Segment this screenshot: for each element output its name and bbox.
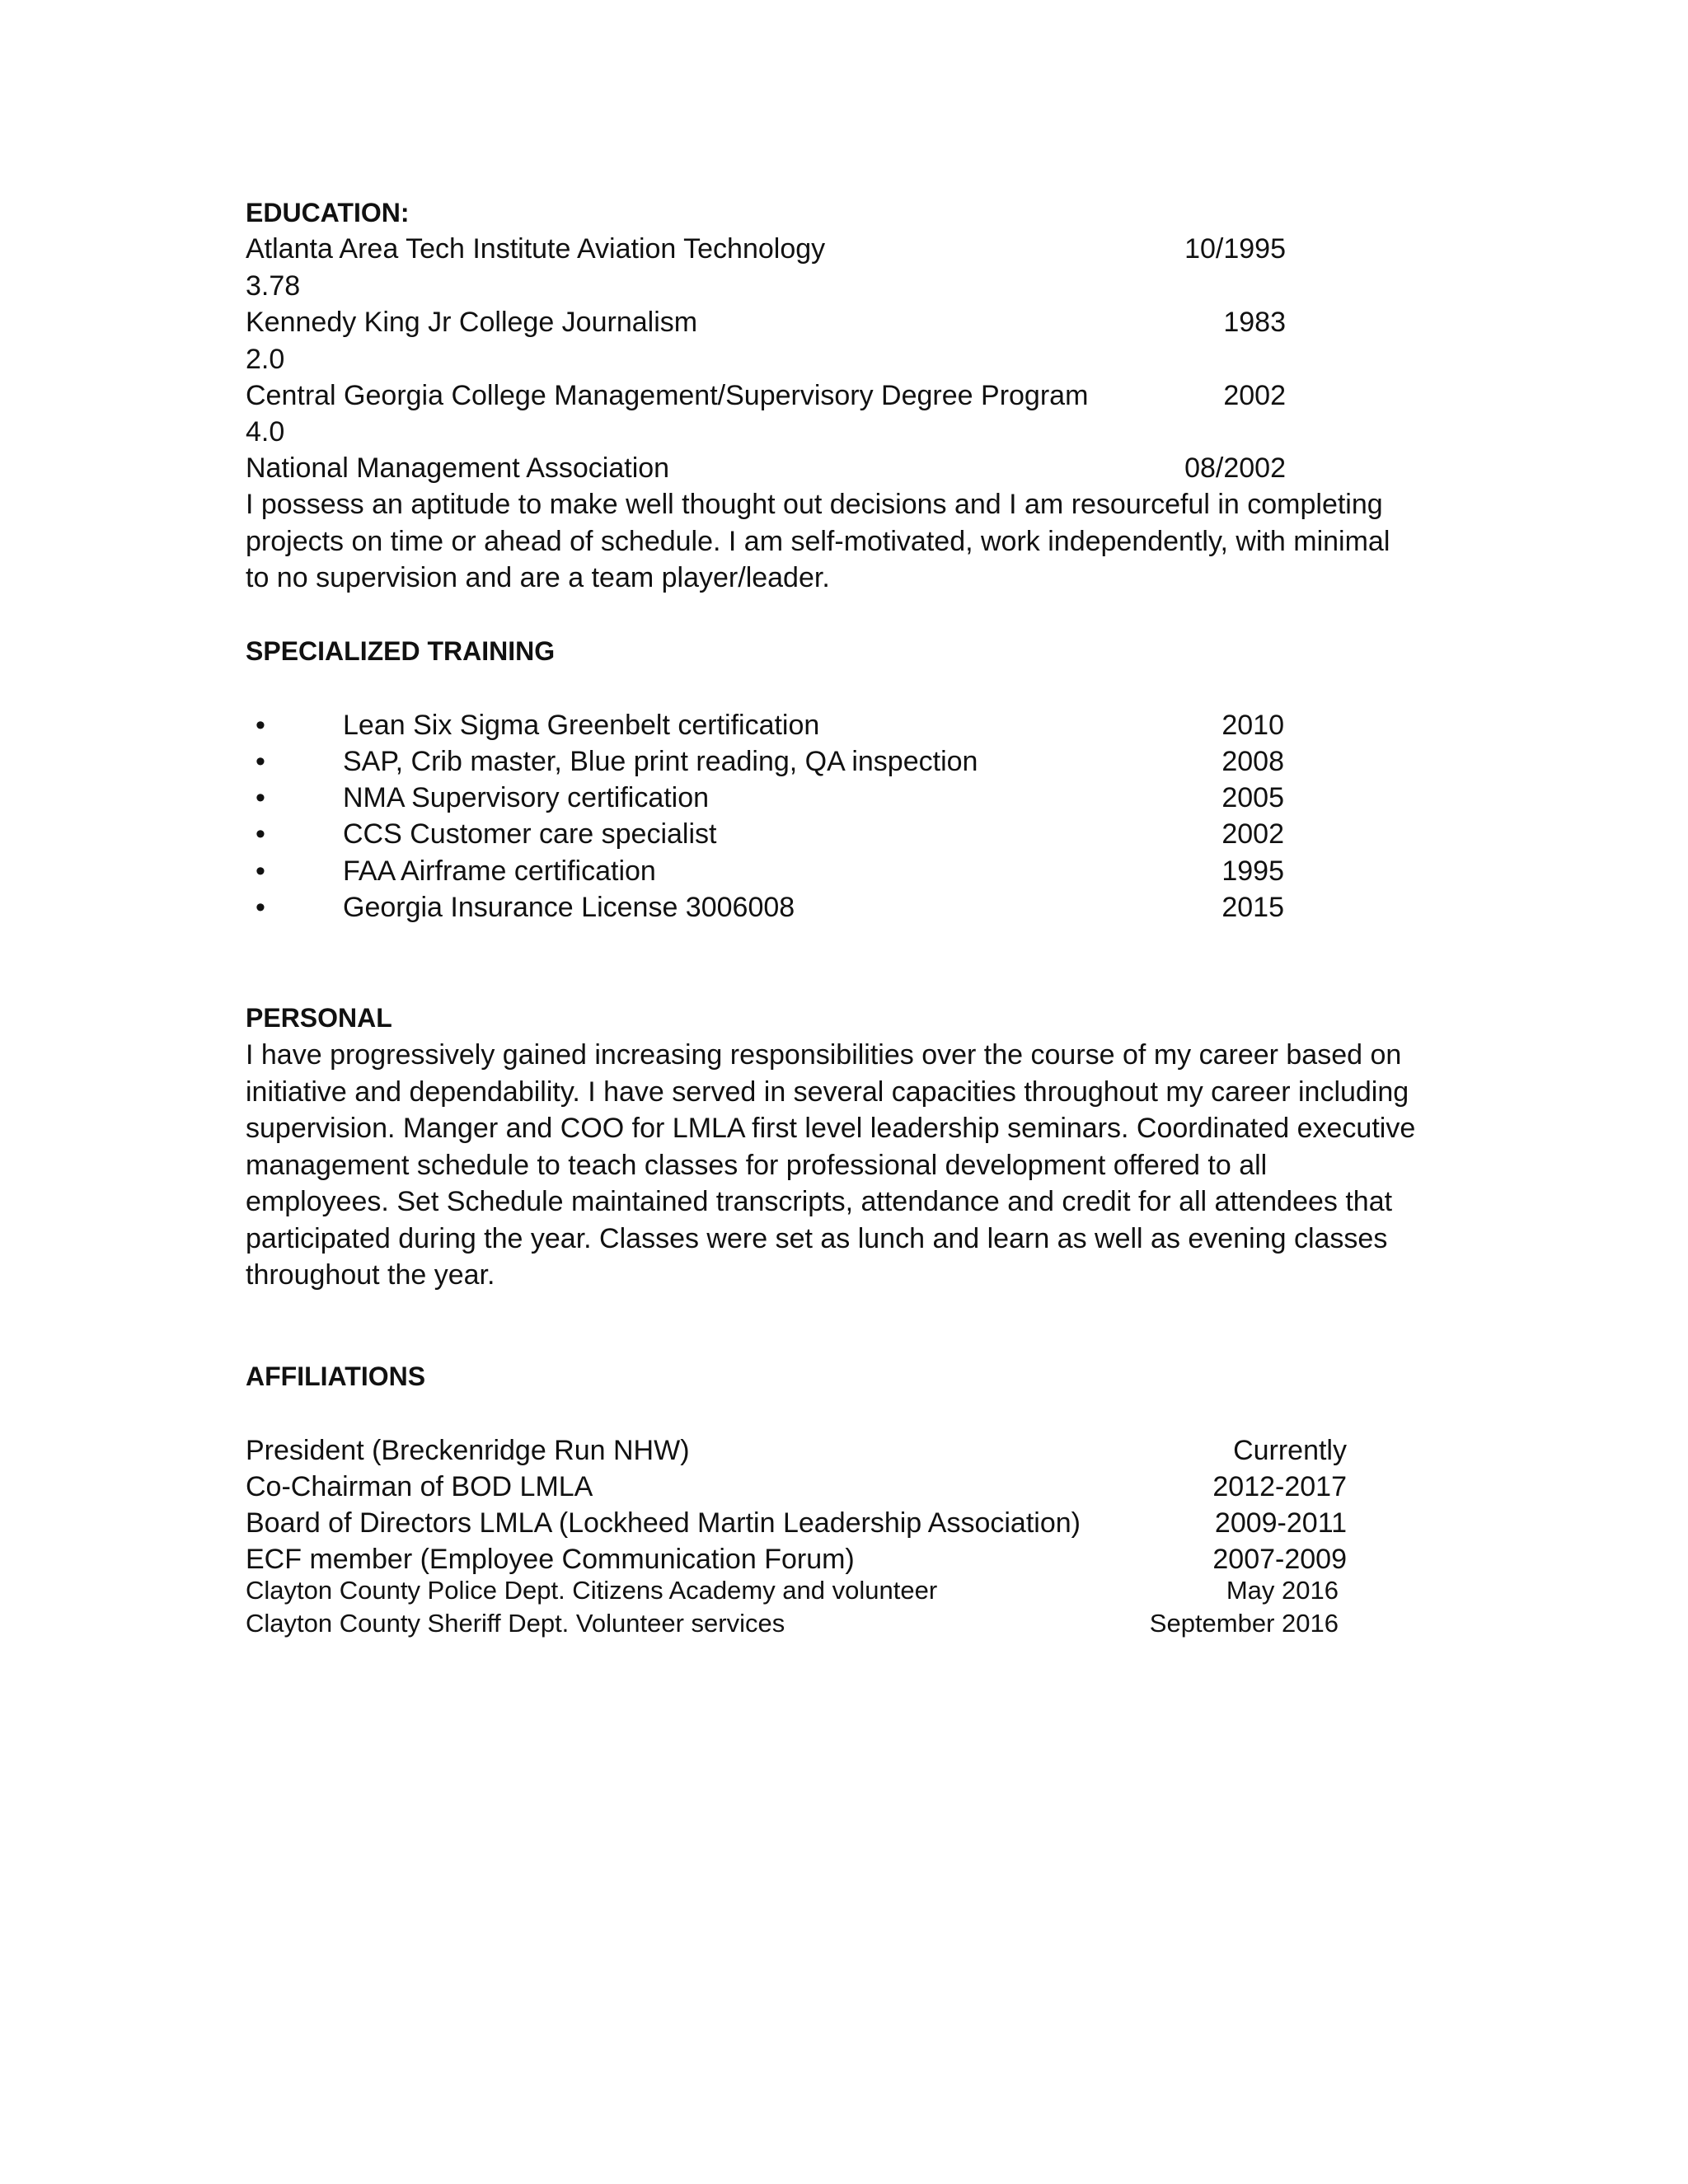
bullet-icon: • [256, 746, 265, 777]
training-item [256, 743, 1284, 780]
education-date: 08/2002 [1184, 452, 1286, 484]
affiliation-label: ECF member (Employee Communication Forum) [246, 1544, 855, 1575]
training-item [256, 816, 1284, 852]
affiliation-item [246, 1574, 1339, 1607]
bullet-icon: • [256, 818, 265, 850]
education-summary: I possess an aptitude to make well thought out decisions and I am resourceful in completing projects on time or ahead of schedule. I am self-motivated, work independently, with minimal to no supervision and are a team player/leader. [246, 489, 1390, 593]
affiliation-item [246, 1607, 1339, 1640]
affiliation-date: Currently [1233, 1435, 1347, 1466]
affiliation-label: Clayton County Sheriff Dept. Volunteer services [246, 1609, 785, 1638]
affiliation-item [246, 1432, 1347, 1469]
affiliation-item [246, 1505, 1347, 1541]
training-item [256, 707, 1284, 743]
bullet-icon: • [256, 710, 265, 741]
education-gpa: 3.78 [246, 270, 301, 302]
personal-heading: PERSONAL [246, 1003, 392, 1033]
education-school: Atlanta Area Tech Institute Aviation Technology [246, 233, 826, 265]
affiliation-date: May 2016 [1226, 1576, 1339, 1605]
training-date: 2010 [1221, 710, 1284, 741]
training-label: FAA Airframe certification [343, 855, 656, 887]
training-date: 2015 [1221, 892, 1284, 923]
education-heading: EDUCATION: [246, 198, 410, 227]
education-date: 1983 [1223, 307, 1286, 338]
affiliation-date: 2012-2017 [1212, 1471, 1347, 1502]
affiliation-date: 2009-2011 [1214, 1507, 1347, 1539]
training-label: Georgia Insurance License 3006008 [343, 892, 795, 923]
affiliation-label: Clayton County Police Dept. Citizens Academy and volunteer [246, 1576, 938, 1605]
affiliation-label: Co-Chairman of BOD LMLA [246, 1471, 593, 1502]
affiliation-date: September 2016 [1149, 1609, 1339, 1638]
bullet-icon: • [256, 892, 265, 923]
affiliation-date: 2007-2009 [1212, 1544, 1347, 1575]
education-school: National Management Association [246, 452, 670, 484]
personal-text: I have progressively gained increasing responsibilities over the course of my career based on initiative and dependability. I have served in several capacities throughout my career including supervision. Manger and COO for LMLA first level leadership seminars. Coordinated executive management schedule to teach classes for professional development offered to all employees. Set Schedule maintained transcripts, attendance and credit for all attendees that participated during the year. Classes were set as lunch and learn as well as evening classes throughout the year. [246, 1039, 1416, 1291]
education-entry [246, 450, 1286, 486]
affiliation-item [246, 1469, 1347, 1505]
affiliation-label: President (Breckenridge Run NHW) [246, 1435, 690, 1466]
training-item [256, 889, 1284, 926]
education-school: Central Georgia College Management/Supervisory Degree Program [246, 380, 1089, 411]
bullet-icon: • [256, 855, 265, 887]
training-label: SAP, Crib master, Blue print reading, QA inspection [343, 746, 978, 777]
affiliations-heading: AFFILIATIONS [246, 1361, 426, 1391]
training-date: 2005 [1221, 782, 1284, 813]
training-item [256, 853, 1284, 889]
training-label: Lean Six Sigma Greenbelt certification [343, 710, 820, 741]
education-date: 10/1995 [1184, 233, 1286, 265]
training-label: CCS Customer care specialist [343, 818, 717, 850]
training-date: 2008 [1221, 746, 1284, 777]
affiliation-item [246, 1541, 1347, 1577]
training-label: NMA Supervisory certification [343, 782, 710, 813]
education-school: Kennedy King Jr College Journalism [246, 307, 698, 338]
training-heading: SPECIALIZED TRAINING [246, 636, 556, 666]
training-date: 1995 [1221, 855, 1284, 887]
affiliation-label: Board of Directors LMLA (Lockheed Martin Leadership Association) [246, 1507, 1081, 1539]
education-gpa: 2.0 [246, 344, 285, 375]
education-entry [246, 377, 1286, 414]
education-entry [246, 231, 1286, 267]
bullet-icon: • [256, 782, 265, 813]
training-item [256, 780, 1284, 816]
education-date: 2002 [1223, 380, 1286, 411]
education-entry [246, 304, 1286, 340]
training-date: 2002 [1221, 818, 1284, 850]
education-gpa: 4.0 [246, 416, 285, 448]
